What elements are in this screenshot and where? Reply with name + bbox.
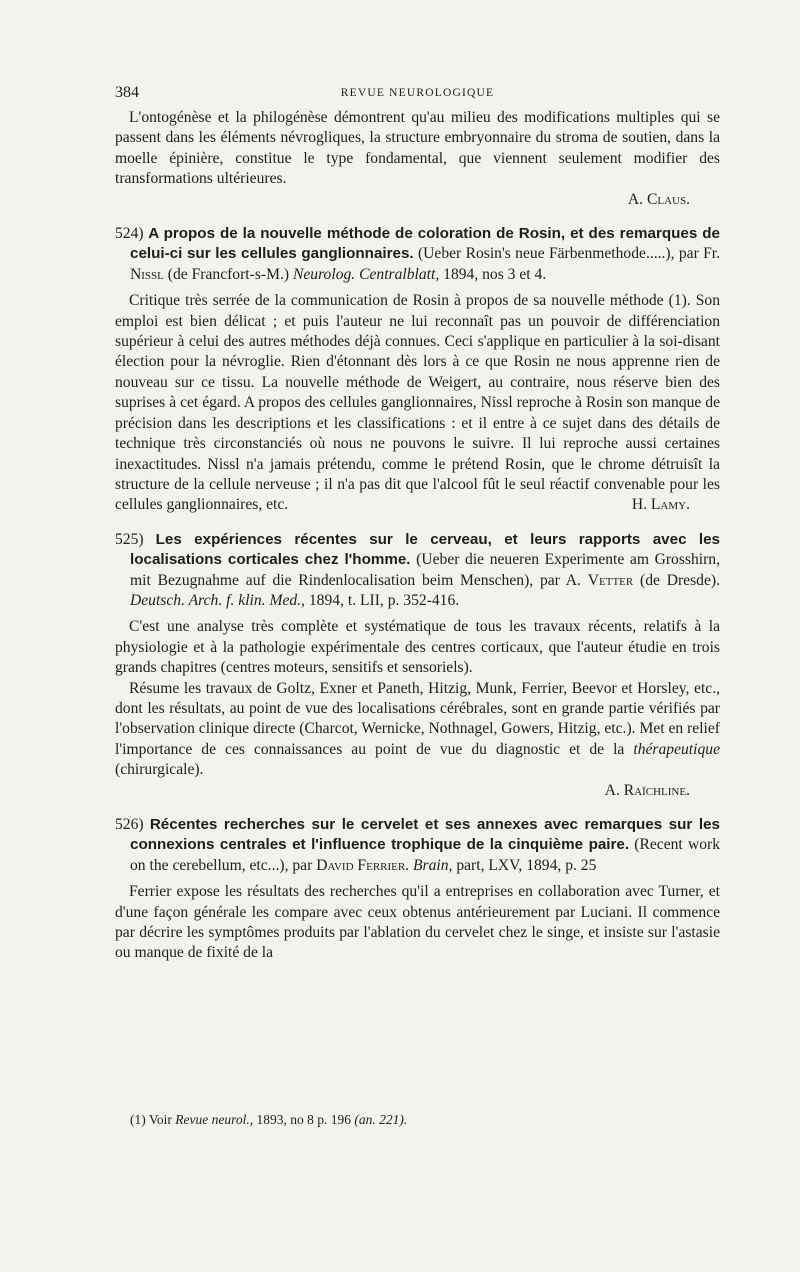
entry-526 [115,815,720,964]
entry-526-body: Ferrier expose les résultats des recherches qu'il a entreprises en collaboration avec Turner, et d'une façon générale les compare avec ceux obtenus antérieurement par Luciani. Il commence par décrire les symptômes produits par l'ablation du cervelet chez le singe, et insiste sur l'astasie ou manque de fixité de la [115,883,720,962]
entry-ref-issue: part, LXV, 1894, p. 25 [456,856,597,874]
footnote-marker: (1) Voir [130,1112,172,1127]
entry-525-signature: A. Raïchline. [604,781,690,799]
page-number: 384 [115,84,139,101]
entry-body-text-end: (chirurgicale). [115,761,204,779]
entry-ref-issue: 1894, t. LII, p. 352-416. [308,591,460,609]
footnote-an: (an. 221). [354,1112,408,1127]
intro-paragraph: L'ontogénèse et la philogénèse démontrent qu'au milieu des modifications multiples qui se passent dans les éléments névrogliques, la structure embryonnaire du stroma de soutien, dans la moelle épinière, constitue le type fondamental, que viennent seulement modifier des transformations ultérieures. [115,109,720,188]
entry-ref-origin: (de Dresde). [640,571,720,589]
intro-signature: A. Claus. [627,190,690,208]
page-header [115,84,720,108]
entry-ref-issue: 1894, nos 3 et 4. [443,265,547,283]
entry-journal: Brain, [413,856,453,874]
entry-author: Vetter [587,571,634,589]
entry-524-signature: H. Lamy. [631,496,690,514]
entry-author: David Ferrier. [316,856,410,874]
entry-524-body [115,291,720,515]
entry-author: Nissl [130,265,164,283]
entry-ref-origin: (de Francfort-s-M.) [167,265,290,283]
entry-title: Les expériences récentes sur le cerveau, et leurs rapports avec les localisations corticales chez l'homme. [130,530,720,569]
entry-body-text: Critique très serrée de la communication de Rosin à propos de sa nouvelle méthode (1). Son emploi est bien délicat ; et puis l'auteur ne lui reconnaît pas un pouvoir de différenciation supérieur à celui des autres méthodes déjà connues. Ceci s'applique en particulier à la soi-disant élection pour la névroglie. Rien d'étonnant dès lors à ce que Rosin ne nous apprenne rien de nouveau sur ce tissu. La nouvelle méthode de Weigert, au contraire, nous réserve bien des suprises à cet égard. A propos des cellules ganglionnaires, Nissl reproche à Rosin son manque de précision dans les descriptions et les classifications : et il entre à ce sujet dans des détails de technique très circonstanciés où nous ne pouvons le suivre. Il lui reproche aussi certaines inexactitudes. Nissl n'a jamais prétendu, comme le prétend Rosin, que le chrome détruisît la structure de la cellule nerveuse ; il n'a pas dit que l'alcool fût le seul réactif convenable pour les cellules ganglionnaires, etc. [115,292,720,514]
entry-526-heading [115,815,720,876]
entry-title: Récentes recherches sur le cervelet et ses annexes avec remarques sur les connexions centrales et l'influence trophique de la cinquième paire. [130,816,720,854]
entry-ref: (Ueber Rosin's neue Färbenmethode.....), par Fr. [417,245,720,263]
entry-525-body-1: C'est une analyse très complète et systématique de tous les travaux récents, relatifs à la physiologie et à la pathologie expérimentale des centres corticaux, que l'auteur étudie en trois grands chapitres (centres moteurs, sensitifs et sensoriels). [115,618,720,677]
entry-journal: Neurolog. Centralblatt, [292,265,440,283]
entry-journal: Deutsch. Arch. f. klin. Med., [130,591,305,609]
entry-number: 526) [115,816,144,833]
entry-number: 525) [115,530,144,548]
footnote-ref: 1893, no 8 p. 196 [256,1112,351,1127]
entry-525-heading [115,530,720,612]
running-title: REVUE NEUROLOGIQUE [340,87,495,99]
entry-525 [115,530,720,801]
entry-524 [115,224,720,516]
entry-ref: (Ueber die neueren Experimente am Grosshirn, mit Bezugnahme auf die Rindenlocalisation beim Menschen), par A. [130,551,720,589]
footnote-journal: Revue neurol., [175,1112,254,1127]
entry-body-text: Résume les travaux de Goltz, Exner et Paneth, Hitzig, Munk, Ferrier, Beevor et Horsley, etc., dont les résultats, au point de vue des localisations cérébrales, sont en grande partie vérifiés par l'observation clinique directe (Charcot, Wernicke, Nothnagel, Gowers, Hitzig, etc.). Met en relief l'importance de ces connaissances au point de vue du diagnostic et de la [115,679,720,758]
entry-number: 524) [115,225,144,243]
footnote [130,1112,407,1128]
entry-525-body-2 [115,679,720,781]
entry-ref: (Recent work on the cerebellum, etc...), par [130,836,720,874]
entry-title: A propos de la nouvelle méthode de coloration de Rosin, et des remarques de celui-ci sur les cellules ganglionnaires. [130,225,720,263]
entry-524-heading [115,224,720,285]
page-content [115,84,720,964]
entry-body-italic: thérapeutique [633,740,720,758]
